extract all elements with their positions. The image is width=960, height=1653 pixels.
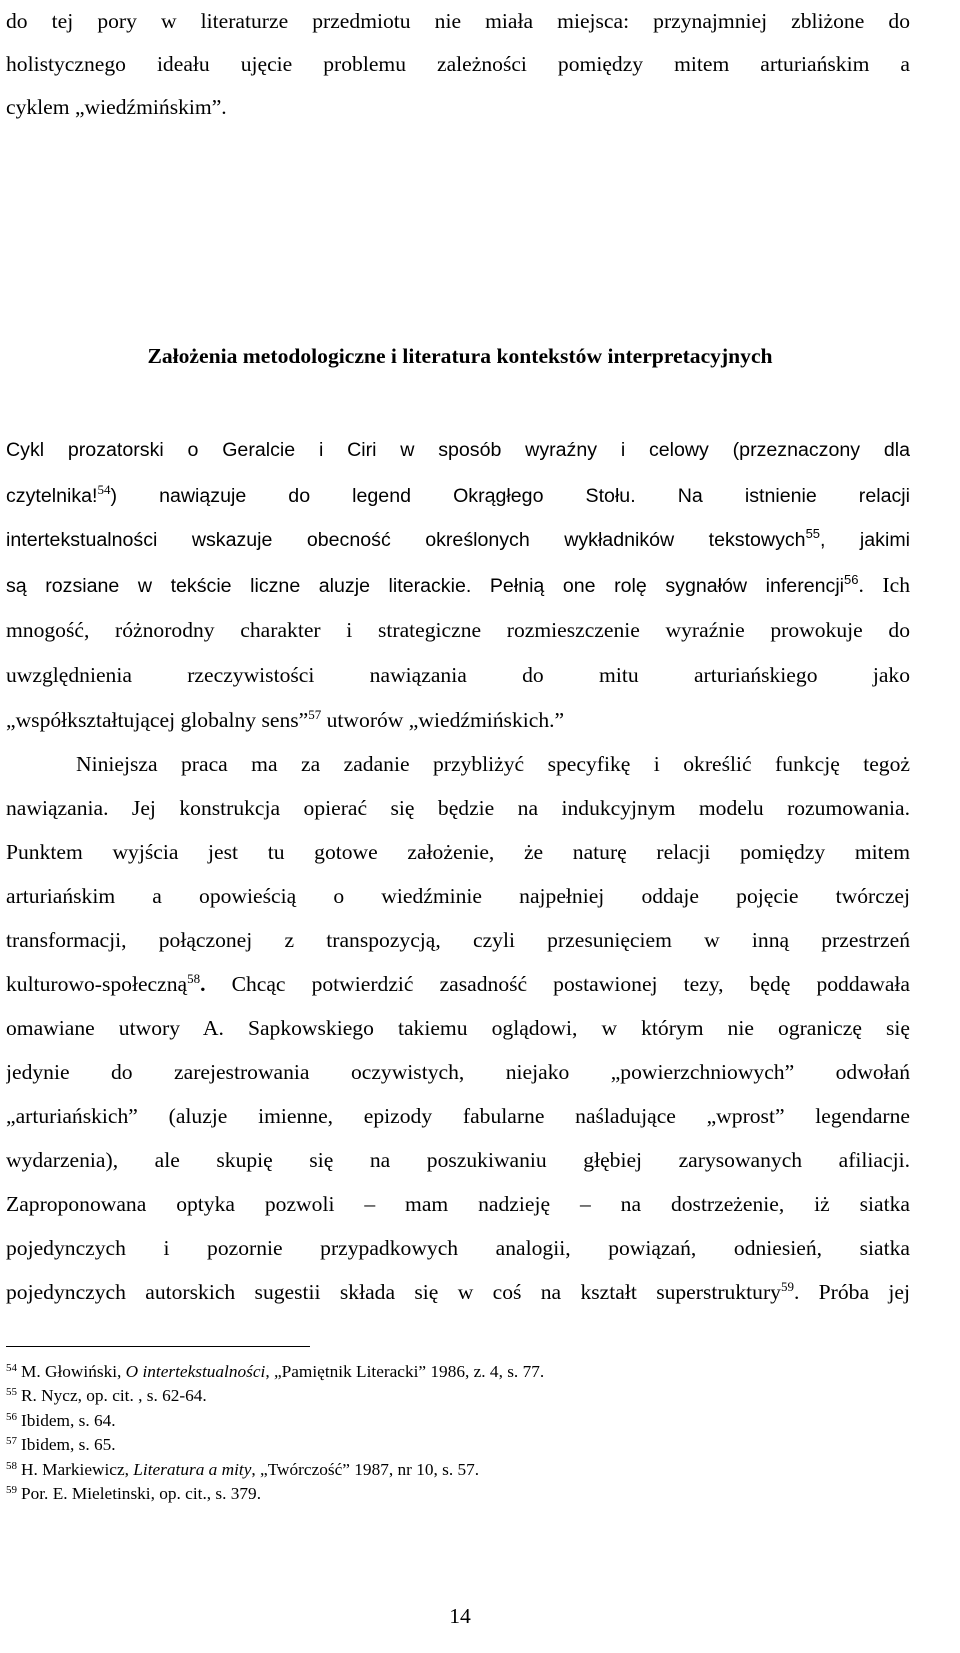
body-line: jedynie do zarejestrowania oczywistych, niejako „powierzchniowych” odwołań [6, 1060, 910, 1084]
body-line [6, 518, 910, 563]
footnote-text: M. Głowiński, [21, 1362, 126, 1381]
footnote [6, 1360, 906, 1384]
footnote-ref: 58 [187, 971, 201, 987]
body-line: transformacji, połączonej z transpozycją, czyli przesunięciem w inną przestrzeń [6, 928, 910, 952]
footnote-text: Por. E. Mieletinski, op. cit., s. 379. [21, 1483, 262, 1503]
footnote-text: , „Pamiętnik Literacki” 1986, z. 4, s. 77. [265, 1362, 545, 1381]
footnote-number: 54 [6, 1361, 17, 1374]
body-line: Niniejsza praca ma za zadanie przybliżyć specyfikę i określić funkcję tegoż [76, 752, 910, 776]
body-line: pojedynczych i pozornie przypadkowych analogii, powiązań, odniesień, siatka [6, 1236, 910, 1260]
footnote-title: Literatura a mity [133, 1459, 252, 1479]
page-number: 14 [449, 1604, 471, 1628]
body-text: kulturowo-społeczną [6, 972, 188, 996]
footnote [6, 1482, 906, 1506]
footnote-separator [6, 1346, 310, 1347]
body-text: utworów „wiedźmińskich.” [321, 708, 565, 732]
footnote-ref: 57 [308, 707, 322, 723]
footnote-text: H. Markiewicz, [21, 1459, 134, 1479]
intro-paragraph [6, 0, 910, 129]
body-line: Zaproponowana optyka pozwoli – mam nadzieję – na dostrzeżenie, iż siatka [6, 1192, 910, 1216]
footnote-number: 59 [6, 1483, 17, 1496]
footnote-ref: 59 [780, 1279, 794, 1295]
body-text: , jakimi [820, 529, 910, 551]
footnote [6, 1409, 906, 1433]
footnote-text: Ibidem, s. 65. [21, 1435, 116, 1455]
body-text: pojedynczych autorskich sugestii składa się w coś na kształt superstruktury [6, 1280, 781, 1304]
body-line: Cykl prozatorski o Geralcie i Ciri w sposób wyraźny i celowy (przeznaczony dla [6, 439, 910, 461]
body-paragraph-2 [6, 742, 910, 1314]
section-heading: Założenia metodologiczne i literatura kontekstów interpretacyjnych [147, 344, 773, 368]
body-text: czytelnika! [6, 485, 98, 507]
footnote-number: 55 [6, 1386, 17, 1399]
footnote-number: 57 [6, 1435, 17, 1448]
footnote-text: , „Twórczość” 1987, nr 10, s. 57. [251, 1459, 480, 1479]
body-line: „arturiańskich” (aluzje imienne, epizody fabularne naśladujące „wprost” legendarne [6, 1104, 910, 1128]
footnote-ref: 55 [805, 526, 821, 542]
intro-line: do tej pory w literaturze przedmiotu nie miała miejsca: przynajmniej zbliżone do [6, 9, 910, 33]
body-text: intertekstualności wskazuje obecność określonych wykładników tekstowych [6, 529, 806, 551]
body-line: mnogość, różnorodny charakter i strategiczne rozmieszczenie wyraźnie prowokuje do [6, 618, 910, 642]
footnotes [6, 1360, 906, 1506]
body-line [6, 473, 910, 518]
footnote [6, 1384, 906, 1408]
footnote [6, 1458, 906, 1482]
body-line: omawiane utwory A. Sapkowskiego takiemu oglądowi, w którym nie ograniczę się [6, 1016, 910, 1040]
footnote-text: Ibidem, s. 64. [21, 1410, 116, 1430]
body-text: . Ich [858, 573, 910, 597]
body-line [6, 698, 910, 743]
footnote-ref: 54 [97, 482, 111, 498]
footnote [6, 1433, 906, 1457]
body-line: arturiańskim a opowieścią o wiedźminie najpełniej oddaje pojęcie twórczej [6, 884, 910, 908]
footnote-number: 58 [6, 1459, 17, 1472]
footnote-text: R. Nycz, op. cit. , s. 62-64. [21, 1386, 207, 1406]
footnote-title: O intertekstualności [125, 1362, 266, 1381]
body-line: Punktem wyjścia jest tu gotowe założenie, że naturę relacji pomiędzy mitem [6, 840, 910, 864]
body-text: Na istnienie relacji [635, 485, 910, 507]
intro-line: cyklem „wiedźmińskim”. [6, 95, 227, 119]
body-line: wydarzenia), ale skupię się na poszukiwaniu głębiej zarysowanych afiliacji. [6, 1148, 910, 1172]
footnote-number: 56 [6, 1410, 17, 1423]
body-paragraph-1 [6, 428, 910, 743]
body-text: Chcąc potwierdzić zasadność postawionej tezy, będę poddawała [205, 972, 910, 996]
body-text: ) nawiązuje do legend Okrągłego Stołu. [110, 485, 636, 507]
footnote-ref: 56 [844, 572, 859, 588]
body-line [6, 563, 910, 608]
intro-line: holistycznego ideału ujęcie problemu zależności pomiędzy mitem arturiańskim a [6, 52, 910, 76]
body-text: . Próba jej [793, 1280, 910, 1304]
body-text: . [200, 972, 206, 996]
body-line: uwzględnienia rzeczywistości nawiązania do mitu arturiańskiego jako [6, 663, 910, 687]
body-line: nawiązania. Jej konstrukcja opierać się będzie na indukcyjnym modelu rozumowania. [6, 796, 910, 820]
body-line [6, 962, 910, 1006]
body-text: „współkształtującej globalny sens” [6, 708, 309, 732]
body-text: są rozsiane w tekście liczne aluzje literackie. Pełnią one rolę sygnałów inferencji [6, 575, 845, 597]
body-line [6, 1270, 910, 1314]
